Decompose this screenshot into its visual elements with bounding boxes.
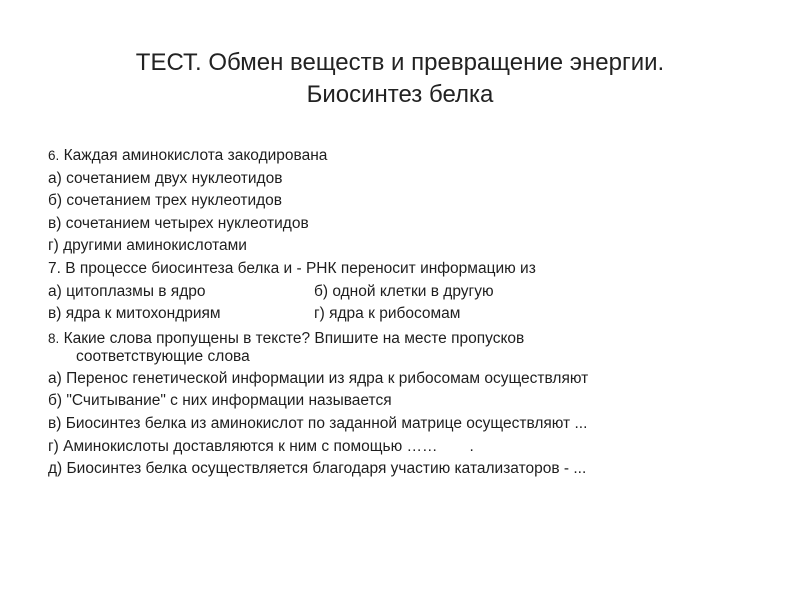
title-line-1: ТЕСТ. Обмен веществ и превращение энергии. [135, 49, 665, 76]
question-8-item-a: а) Перенос генетической информации из ядра к рибосомам осуществляют [48, 369, 589, 387]
question-8-text-continued: соответствующие слова [76, 347, 250, 365]
question-6-option-b: б) сочетанием трех нуклеотидов [48, 192, 282, 210]
question-6-option-c: в) сочетанием четырех нуклеотидов [48, 214, 309, 232]
title-line-2: Биосинтез белка [306, 81, 494, 108]
test-content [48, 145, 768, 481]
question-8-item-d-tail: . [469, 437, 474, 455]
question-8-item-e: д) Биосинтез белка осуществляется благодаря участию катализаторов - ... [48, 460, 587, 478]
question-7-options-row-1 [48, 281, 768, 304]
question-6 [48, 145, 768, 168]
question-8 [48, 330, 768, 348]
question-6-text: Каждая аминокислота закодирована [59, 147, 328, 164]
question-8-item-b: б) "Считывание" с них информации называется [48, 392, 392, 410]
question-7-option-a: а) цитоплазмы в ядро [48, 282, 206, 300]
question-8-item-c: в) Биосинтез белка из аминокислот по заданной матрице осуществляют ... [48, 414, 588, 432]
question-8-text: Какие слова пропущены в тексте? Впишите на месте пропусков [59, 329, 525, 347]
question-8-item-d [48, 436, 768, 459]
question-7-options-row-2 [48, 303, 768, 326]
question-8-number: 8. [48, 330, 60, 346]
question-6-option-a: а) сочетанием двух нуклеотидов [48, 169, 283, 187]
question-7-option-d: г) ядра к рибосомам [314, 305, 461, 323]
question-7: 7. В процессе биосинтеза белка и - РНК переносит информацию из [48, 259, 536, 277]
question-7-option-c: в) ядра к митохондриям [48, 305, 221, 323]
question-8-item-d-text: г) Аминокислоты доставляются к ним с помощью …… [48, 437, 438, 455]
question-6-option-d: г) другими аминокислотами [48, 237, 247, 255]
question-7-option-b: б) одной клетки в другую [314, 282, 494, 300]
page-title [0, 47, 800, 111]
question-6-number: 6. [48, 148, 60, 163]
